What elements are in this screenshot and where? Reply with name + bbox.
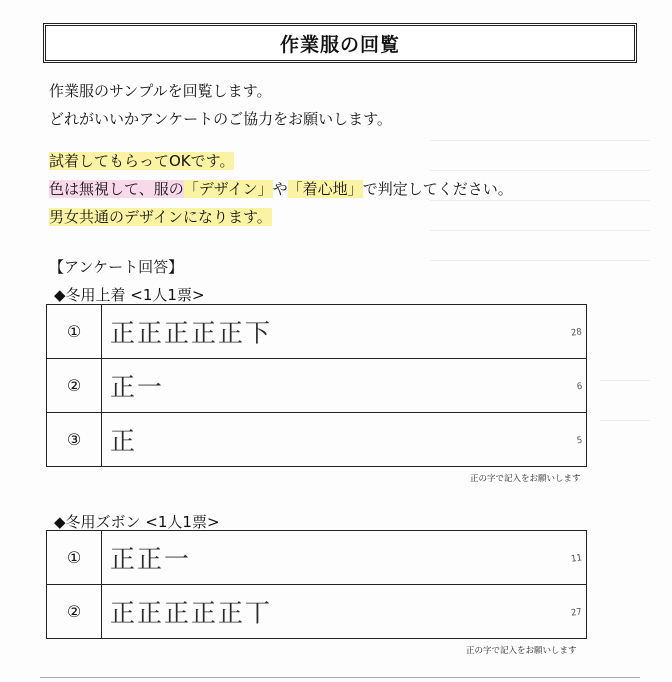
tally-marks: 正正正正正下 [110, 317, 273, 347]
bleed-through-line [430, 170, 650, 171]
tally-cell[interactable] [102, 585, 587, 639]
highlighted-text: 試着してもらってOKです。 [49, 152, 235, 170]
tally-cell[interactable] [102, 305, 587, 359]
tally-instruction-note: 正の字で記入をお願いします [470, 474, 581, 484]
intro-line-5 [49, 206, 272, 227]
intro-line-3 [49, 150, 234, 171]
connector-text: や [272, 180, 288, 198]
highlighted-text: 色は無視して、服の [49, 180, 184, 198]
table-row [47, 531, 587, 585]
comfort-label: 「着心地」 [287, 180, 363, 198]
tally-instruction-note: 正の字で記入をお願いします [466, 646, 577, 656]
tally-marks: 正正正正正丅 [110, 597, 273, 627]
pants-vote-table [46, 530, 587, 639]
vote-count: 27 [570, 606, 583, 619]
option-number: ② [47, 359, 102, 413]
vote-count: 6 [575, 381, 583, 392]
title-box [43, 23, 637, 63]
bleed-through-line [600, 420, 650, 421]
option-number: ③ [47, 413, 102, 467]
intro-line-2: どれがいいかアンケートのご協力をお願いします。 [49, 110, 392, 128]
option-number: ① [47, 531, 102, 585]
design-label: 「デザイン」 [183, 180, 273, 198]
tally-marks: 正 [110, 425, 138, 455]
bleed-through-line [430, 200, 650, 201]
table-row [47, 305, 587, 359]
tally-marks: 正正一 [110, 543, 192, 573]
vote-count: 11 [570, 552, 583, 565]
bleed-through-line [600, 380, 650, 381]
option-number: ② [47, 585, 102, 639]
table-row [47, 585, 587, 639]
vote-count: 28 [570, 326, 583, 339]
tally-cell[interactable] [102, 531, 587, 585]
tally-cell[interactable] [102, 359, 587, 413]
tally-marks: 正一 [110, 371, 165, 401]
option-number: ① [47, 305, 102, 359]
table-row [47, 359, 587, 413]
bleed-through-line [430, 230, 650, 231]
page-bottom-rule [40, 677, 640, 678]
intro-line-1: 作業服のサンプルを回覧します。 [49, 82, 272, 100]
tops-heading: ◆冬用上着 <1人1票> [54, 286, 205, 304]
bleed-through-line [430, 140, 650, 141]
tally-cell[interactable] [102, 413, 587, 467]
highlighted-text: 男女共通のデザインになります。 [49, 208, 272, 226]
instruction-text: で判定してください。 [362, 180, 513, 198]
page-title: 作業服の回覧 [279, 33, 400, 56]
bleed-through-line [430, 260, 650, 261]
tops-vote-table [46, 304, 587, 467]
table-row [47, 413, 587, 467]
survey-heading: 【アンケート回答】 [49, 258, 184, 276]
intro-line-4 [49, 178, 513, 199]
vote-count: 5 [575, 435, 583, 446]
pants-heading: ◆冬用ズボン <1人1票> [54, 513, 220, 531]
